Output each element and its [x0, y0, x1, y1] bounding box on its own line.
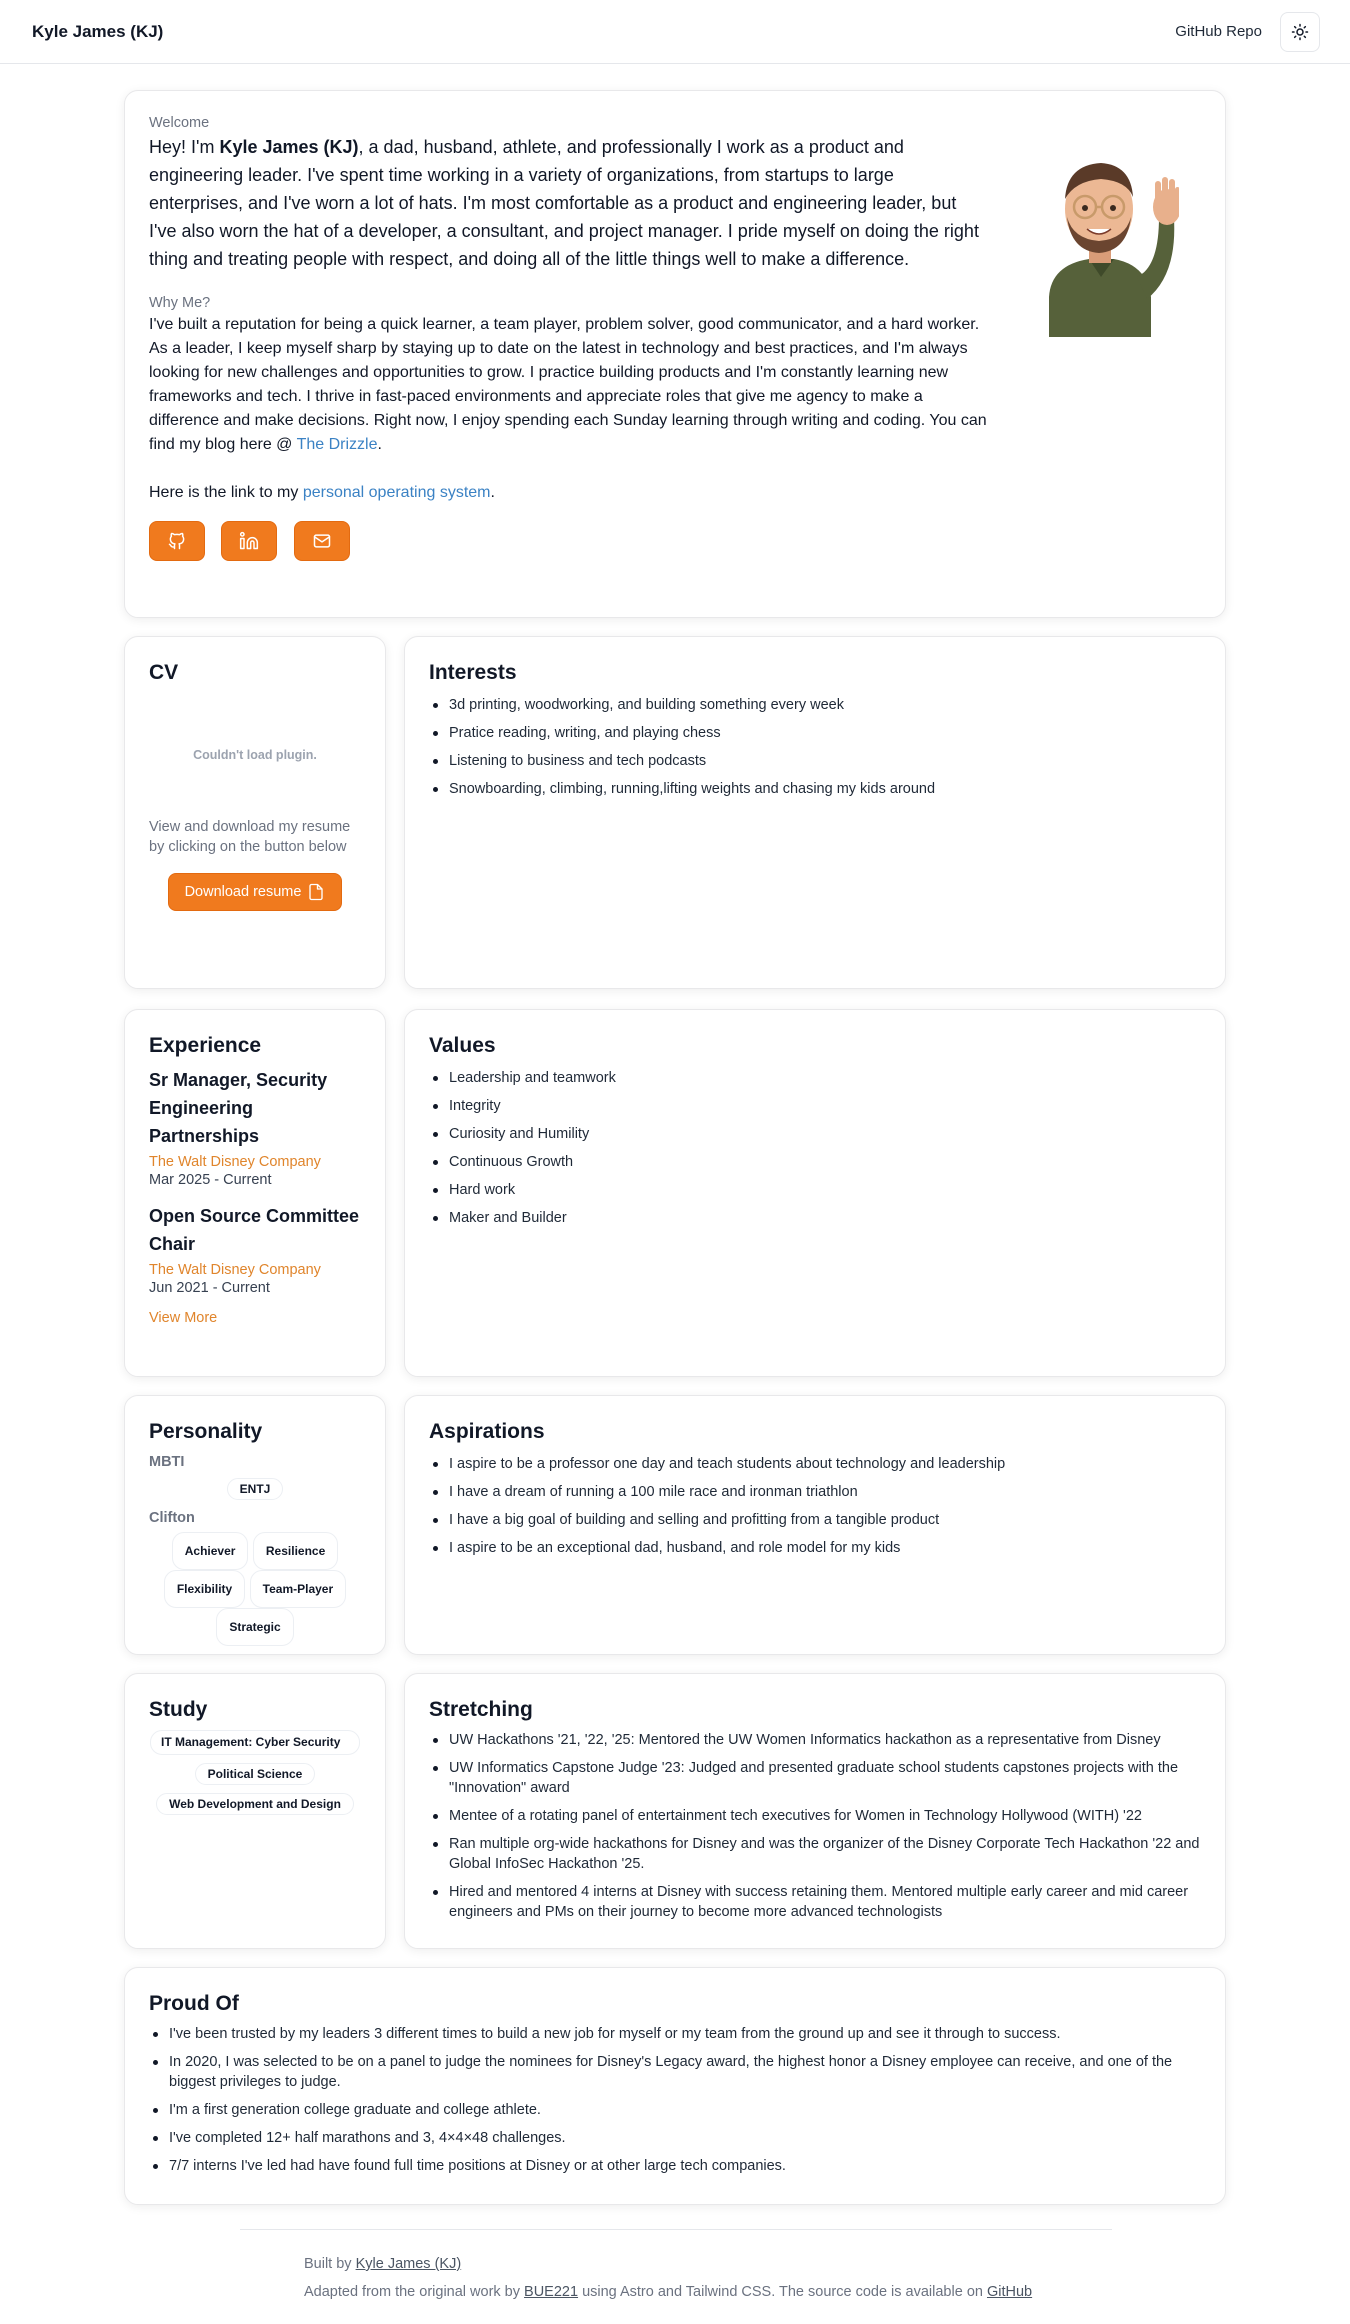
cv-card [124, 636, 386, 989]
values-list [429, 1068, 1201, 1228]
clifton-label: Clifton [149, 1510, 195, 1526]
values-card [404, 1009, 1226, 1377]
download-wrapper [149, 873, 361, 911]
proud-of-title: Proud Of [149, 1992, 239, 2015]
mail-icon [312, 531, 332, 551]
footer-github-link[interactable]: GitHub [986, 2284, 1033, 2300]
github-button[interactable] [149, 521, 205, 561]
clifton-badge: Strategic [216, 1608, 293, 1646]
why-me-eyebrow: Why Me? [149, 295, 211, 311]
footer-adapted-text: Adapted from the original work by [304, 2284, 525, 2300]
list-item: UW Hackathons '21, '22, '25: Mentored the UW Women Informatics hackathon as a representative from Disney [429, 1730, 1201, 1750]
top-nav [0, 0, 1350, 64]
proud-of-list [149, 2024, 1201, 2176]
why-me-body [149, 313, 989, 457]
welcome-intro [149, 133, 984, 273]
personality-card [124, 1395, 386, 1655]
social-buttons [149, 521, 1201, 561]
sun-icon [1291, 23, 1309, 41]
job-entry [149, 1066, 361, 1188]
why-me-end: . [377, 436, 382, 453]
github-icon [167, 531, 187, 551]
clifton-badges [149, 1532, 361, 1646]
download-resume-button[interactable] [168, 873, 343, 911]
stretching-list [429, 1730, 1201, 1922]
study-card [124, 1673, 386, 1949]
cv-description: View and download my resume by clicking on the button below [149, 819, 351, 855]
clifton-badge: Team-Player [250, 1570, 346, 1608]
job-title: Open Source Committee Chair [149, 1206, 360, 1254]
list-item: Continuous Growth [429, 1152, 1201, 1172]
list-item: Listening to business and tech podcasts [429, 751, 1201, 771]
list-item: I've been trusted by my leaders 3 different times to build a new job for myself or my team from the ground up and see it through to success. [149, 2024, 1201, 2044]
intro-text: Hey! I'm [149, 137, 220, 157]
interests-list [429, 695, 1201, 799]
list-item: I've completed 12+ half marathons and 3, 4×4×48 challenges. [149, 2128, 1201, 2148]
footer-adapted [304, 2284, 1032, 2300]
study-title: Study [149, 1698, 208, 1721]
list-item: I aspire to be a professor one day and teach students about technology and leadership [429, 1454, 1201, 1474]
job-dates: Jun 2021 - Current [149, 1280, 270, 1296]
theme-toggle-button[interactable] [1280, 12, 1320, 52]
mbti-badges [149, 1478, 361, 1500]
stretching-title: Stretching [429, 1698, 533, 1721]
welcome-card [124, 90, 1226, 618]
cv-title: CV [149, 661, 179, 684]
list-item: Ran multiple org-wide hackathons for Disney and was the organizer of the Disney Corporate Tech Hackathon '22 and Global InfoSec Hackathon '25. [429, 1834, 1201, 1874]
study-badge: Web Development and Design [156, 1793, 354, 1815]
linkedin-button[interactable] [221, 521, 277, 561]
clifton-badge: Flexibility [164, 1570, 245, 1608]
list-item: Leadership and teamwork [429, 1068, 1201, 1088]
avatar [1019, 147, 1179, 337]
list-item: Hired and mentored 4 interns at Disney with success retaining them. Mentored multiple early career and mid career engineers and PMs on their journey to become more advanced technologists [429, 1882, 1201, 1922]
list-item: In 2020, I was selected to be on a panel to judge the nominees for Disney's Legacy award, the highest honor a Disney employee can receive, and one of the biggest privileges to judge. [149, 2052, 1201, 2092]
list-item: Integrity [429, 1096, 1201, 1116]
footer-built-text: Built by [304, 2256, 356, 2272]
personality-title: Personality [149, 1420, 263, 1443]
list-item: Maker and Builder [429, 1208, 1201, 1228]
list-item: Mentee of a rotating panel of entertainment tech executives for Women in Technology Hollywood (WITH) '22 [429, 1806, 1201, 1826]
file-icon [307, 882, 325, 902]
stretching-card [404, 1673, 1226, 1949]
footer-divider [240, 2229, 1112, 2230]
footer-built-by [304, 2256, 461, 2272]
list-item: Curiosity and Humility [429, 1124, 1201, 1144]
welcome-eyebrow: Welcome [149, 115, 210, 131]
list-item: I have a dream of running a 100 mile race and ironman triathlon [429, 1482, 1201, 1502]
linkedin-icon [239, 531, 259, 551]
footer-adapted-mid: using Astro and Tailwind CSS. The source code is available on [578, 2284, 987, 2300]
top-nav-actions [1175, 12, 1320, 52]
interests-card [404, 636, 1226, 989]
blog-link[interactable]: The Drizzle [296, 436, 378, 453]
list-item: Snowboarding, climbing, running,lifting weights and chasing my kids around [429, 779, 1201, 799]
intro-name: Kyle James (KJ) [219, 137, 359, 157]
why-me-text: I've built a reputation for being a quick learner, a team player, problem solver, good communicator, and a hard worker. As a leader, I keep myself sharp by staying up to date on the latest in technology and best practices, and I'm always looking for new challenges and opportunities to grow. I practice building products and I'm constantly learning new frameworks and tech. I thrive in fast-paced environments and appreciate roles that give me agency to make a difference and make decisions. Right now, I enjoy spending each Sunday learning through writing and coding. You can find my blog here @ [149, 316, 987, 453]
list-item: I'm a first generation college graduate and college athlete. [149, 2100, 1201, 2120]
resume-plugin-frame [149, 695, 361, 815]
list-item: Pratice reading, writing, and playing chess [429, 723, 1201, 743]
job-title: Sr Manager, Security Engineering Partnerships [149, 1070, 328, 1146]
list-item: 7/7 interns I've led had have found full time positions at Disney or at other large tech companies. [149, 2156, 1201, 2176]
personal-os-text: Here is the link to my [149, 484, 303, 501]
job-company: The Walt Disney Company [149, 1154, 321, 1170]
list-item: Hard work [429, 1180, 1201, 1200]
footer-original-author-link[interactable]: BUE221 [524, 2284, 579, 2300]
proud-of-card [124, 1967, 1226, 2205]
list-item: UW Informatics Capstone Judge '23: Judged and presented graduate school students capstones projects with the "Innovation" award [429, 1758, 1201, 1798]
experience-title: Experience [149, 1034, 262, 1057]
view-more-link[interactable]: View More [149, 1310, 218, 1326]
study-badge: Political Science [195, 1763, 316, 1785]
list-item: I have a big goal of building and selling and profitting from a tangible product [429, 1510, 1201, 1530]
interests-title: Interests [429, 661, 517, 684]
plugin-error-text: Couldn't load plugin. [193, 748, 317, 762]
job-dates: Mar 2025 - Current [149, 1172, 272, 1188]
job-company: The Walt Disney Company [149, 1262, 321, 1278]
personal-os-end: . [490, 484, 495, 501]
github-repo-link[interactable]: GitHub Repo [1175, 23, 1262, 40]
intro-text-rest: , a dad, husband, athlete, and professionally I work as a product and engineering leader. I've spent time working in a variety of organizations, from startups to large enterprises, and I've worn a lot of hats. I'm most comfortable as a product and engineering leader, but I've also worn the hat of a developer, a consultant, and project manager. I pride myself on doing the right thing and treating people with respect, and doing all of the little things well to make a difference. [149, 137, 979, 269]
email-button[interactable] [294, 521, 350, 561]
clifton-badge: Resilience [253, 1532, 338, 1570]
download-resume-label: Download resume [184, 884, 302, 900]
personal-os-line [149, 481, 989, 505]
list-item: I aspire to be an exceptional dad, husband, and role model for my kids [429, 1538, 1201, 1558]
personal-os-link[interactable]: personal operating system [302, 484, 491, 501]
mbti-badge: ENTJ [227, 1478, 284, 1500]
list-item: 3d printing, woodworking, and building something every week [429, 695, 1201, 715]
aspirations-card [404, 1395, 1226, 1655]
values-title: Values [429, 1034, 496, 1057]
clifton-badge: Achiever [172, 1532, 249, 1570]
memoji-avatar-icon [1019, 147, 1179, 337]
site-brand[interactable]: Kyle James (KJ) [32, 21, 164, 41]
mbti-label: MBTI [149, 1454, 185, 1470]
aspirations-title: Aspirations [429, 1420, 545, 1443]
experience-card [124, 1009, 386, 1377]
study-badges [149, 1730, 361, 1815]
job-entry [149, 1202, 361, 1296]
footer-author-link[interactable]: Kyle James (KJ) [355, 2256, 462, 2272]
aspirations-list [429, 1454, 1201, 1558]
study-badge: IT Management: Cyber Security [150, 1730, 360, 1755]
